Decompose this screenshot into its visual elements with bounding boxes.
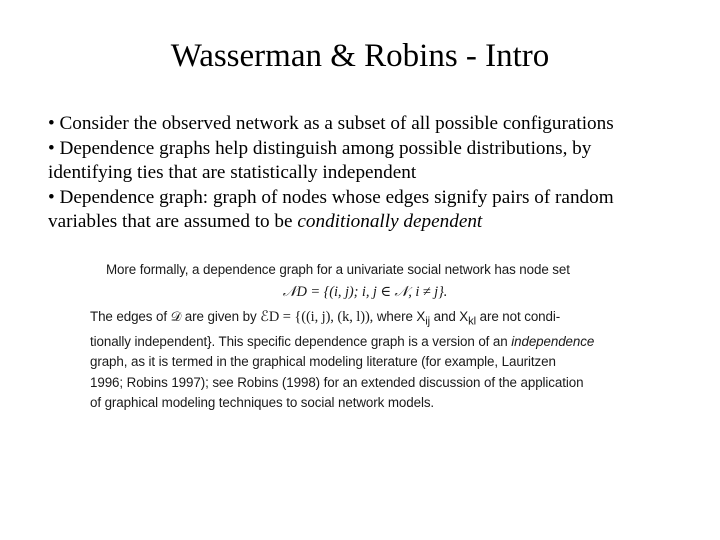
bullet-item: • Dependence graphs help distinguish among possible distributions, by identifying ties that are statistically independent [48,137,592,183]
bullet-item: • Consider the observed network as a subset of all possible configurations [48,113,614,134]
excerpt-intro: More formally, a dependence graph for a univariate social network has node set [106,262,570,277]
excerpt-line [90,307,640,332]
slide-title: Wasserman & Robins - Intro [170,38,550,74]
node-set-formula [90,282,640,302]
excerpt-line [90,332,640,352]
bullet-text: • Dependence graph: graph of nodes whose edges signify pairs of random variables that are assumed to be [48,186,614,232]
excerpt-line-text: and X [430,308,469,324]
excerpt-line-text: are not condi- [476,308,561,324]
bullet-item [48,186,678,235]
subscript: ij [425,315,431,328]
edge-set-formula: ℰD = {((i, j), (k, l)), [260,308,374,325]
excerpt-line-text: where X [373,308,426,324]
excerpt-line: graph, as it is termed in the graphical modeling literature (for example, Lauritzen [90,354,556,370]
excerpt-line-text: tionally independent}. This specific dependence graph is a version of an [90,333,512,349]
book-excerpt [90,260,640,414]
subscript: kl [468,315,476,328]
excerpt-term: independence [511,333,595,349]
bullet-emphasis: conditionally dependent [297,211,483,232]
excerpt-line: 1996; Robins 1997); see Robins (1998) for an extended discussion of the application [90,374,584,390]
excerpt-line: of graphical modeling techniques to social network models. [90,395,435,411]
excerpt-line-text: The edges of 𝒟 are given by [90,308,261,324]
node-set-formula-text: 𝒩D = {(i, j); i, j ∈ 𝒩, i ≠ j}. [282,284,448,301]
excerpt-paragraph [90,307,640,414]
bullet-list [48,112,678,235]
